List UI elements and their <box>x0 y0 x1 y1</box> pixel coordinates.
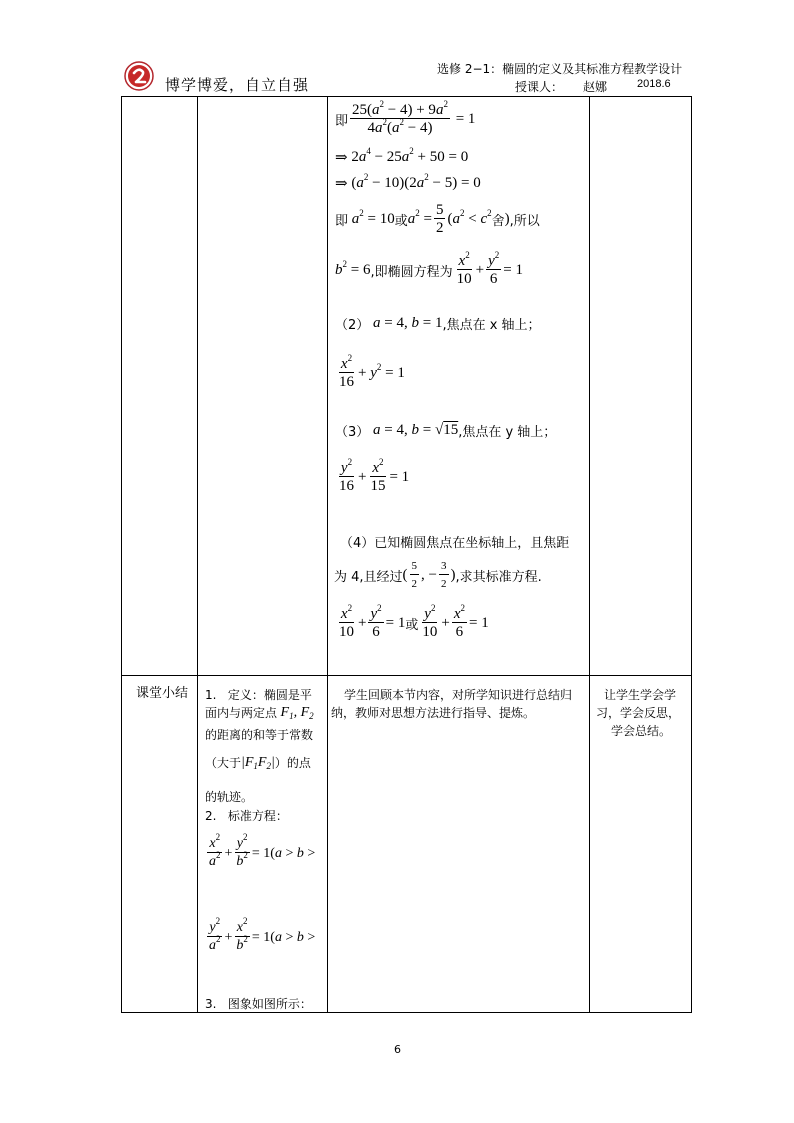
equation-3: ⇒ $(a^2 - 10)(2a^2 - 5) = 0$ <box>335 172 481 192</box>
equation-2: ⇒ $2a^4 - 25a^2 + 50 = 0$ <box>335 146 469 166</box>
summary-item-3: 3. 图象如图所示： <box>205 997 312 1011</box>
summary-item-1-line2: 面内与两定点 $F_1$, $F_2$ <box>205 705 314 721</box>
table-col-divider-2 <box>327 96 328 1013</box>
part-3-condition: （3） a = 4, b = √15 ,焦点在 y 轴上； <box>335 422 557 440</box>
document-date: 2018.6 <box>637 78 671 90</box>
standard-equation-vertical: $\frac{y^2}{a^2}$ + $\frac{x^2}{b^2}$ = 1(a > b > <box>209 916 316 953</box>
summary-item-1-line5: 的轨迹。 <box>205 790 254 804</box>
table-border-left <box>121 96 122 1013</box>
summary-item-1-line4: （大于 $|F_1F_2|$ ）的点 <box>205 755 311 771</box>
equation-1: 即 $\frac{25(a^2 - 4) + 9a^2}{4a^2(a^2 - 4)}$ = 1 <box>335 99 476 136</box>
activity-line2: 纳，教师对思想方法进行指导、提炼。 <box>331 706 536 720</box>
page-number: 6 <box>394 1043 401 1056</box>
equation-4: 即 $a^2 = 10$ 或 $a^2$ = $\frac{5}{2}$ ($a^2 < c^2$ 舍 ) ,所以 <box>335 202 540 236</box>
part-4-answer: $\frac{x^2}{10}$ + $\frac{y^2}{6}$ = 1 或 $\frac{y^2}{10}$ + $\frac{x^2}{6}$ = 1 <box>339 603 489 640</box>
section-label-summary: 课堂小结 <box>136 686 189 701</box>
table-border-right <box>691 96 692 1013</box>
part-4-prompt-line2: 为 4,且经过 ( $\frac{5}{2}$ , − $\frac{3}{2}$ ) ,求其标准方程. <box>334 560 542 590</box>
part-4-prompt-line1: （4）已知椭圆焦点在坐标轴上，且焦距 <box>340 536 570 551</box>
school-motto: 博学博爱，自立自强 <box>165 76 310 94</box>
table-col-divider-3 <box>589 96 590 1013</box>
summary-item-2: 2. 标准方程： <box>205 809 288 823</box>
equation-5: $b^2 = 6$ ,即椭圆方程为 $\frac{x^2}{10}$ + $\frac{y^2}{6}$ = 1 <box>335 250 523 287</box>
table-row-divider <box>121 675 692 676</box>
intent-line1: 让学生学会学 <box>604 688 677 702</box>
part-2-answer: $\frac{x^2}{16}$ + $y^2 = 1$ <box>339 353 405 390</box>
summary-item-1-line3: 的距离的和等于常数 <box>205 728 314 742</box>
intent-line2: 习，学会反思， <box>596 706 681 720</box>
part-2-condition: （2） a = 4, b = 1 ,焦点在 x 轴上； <box>335 315 541 333</box>
table-col-divider-1 <box>197 96 198 1013</box>
summary-item-1-line1: 1. 定义：椭圆是平 <box>205 688 312 702</box>
document-title: 选修 2−1：椭圆的定义及其标准方程教学设计 <box>437 62 683 76</box>
teacher-label: 授课人： <box>515 80 564 94</box>
school-logo <box>124 61 154 91</box>
standard-equation-horizontal: $\frac{x^2}{a^2}$ + $\frac{y^2}{b^2}$ = 1(a > b > <box>209 832 316 869</box>
teacher-name: 赵娜 <box>583 80 608 94</box>
activity-line1: 学生回顾本节内容，对所学知识进行总结归 <box>344 688 573 702</box>
header-rule <box>121 96 692 97</box>
intent-line3: 学会总结。 <box>611 724 672 738</box>
part-3-answer: $\frac{y^2}{16}$ + $\frac{x^2}{15}$ = 1 <box>339 457 410 494</box>
